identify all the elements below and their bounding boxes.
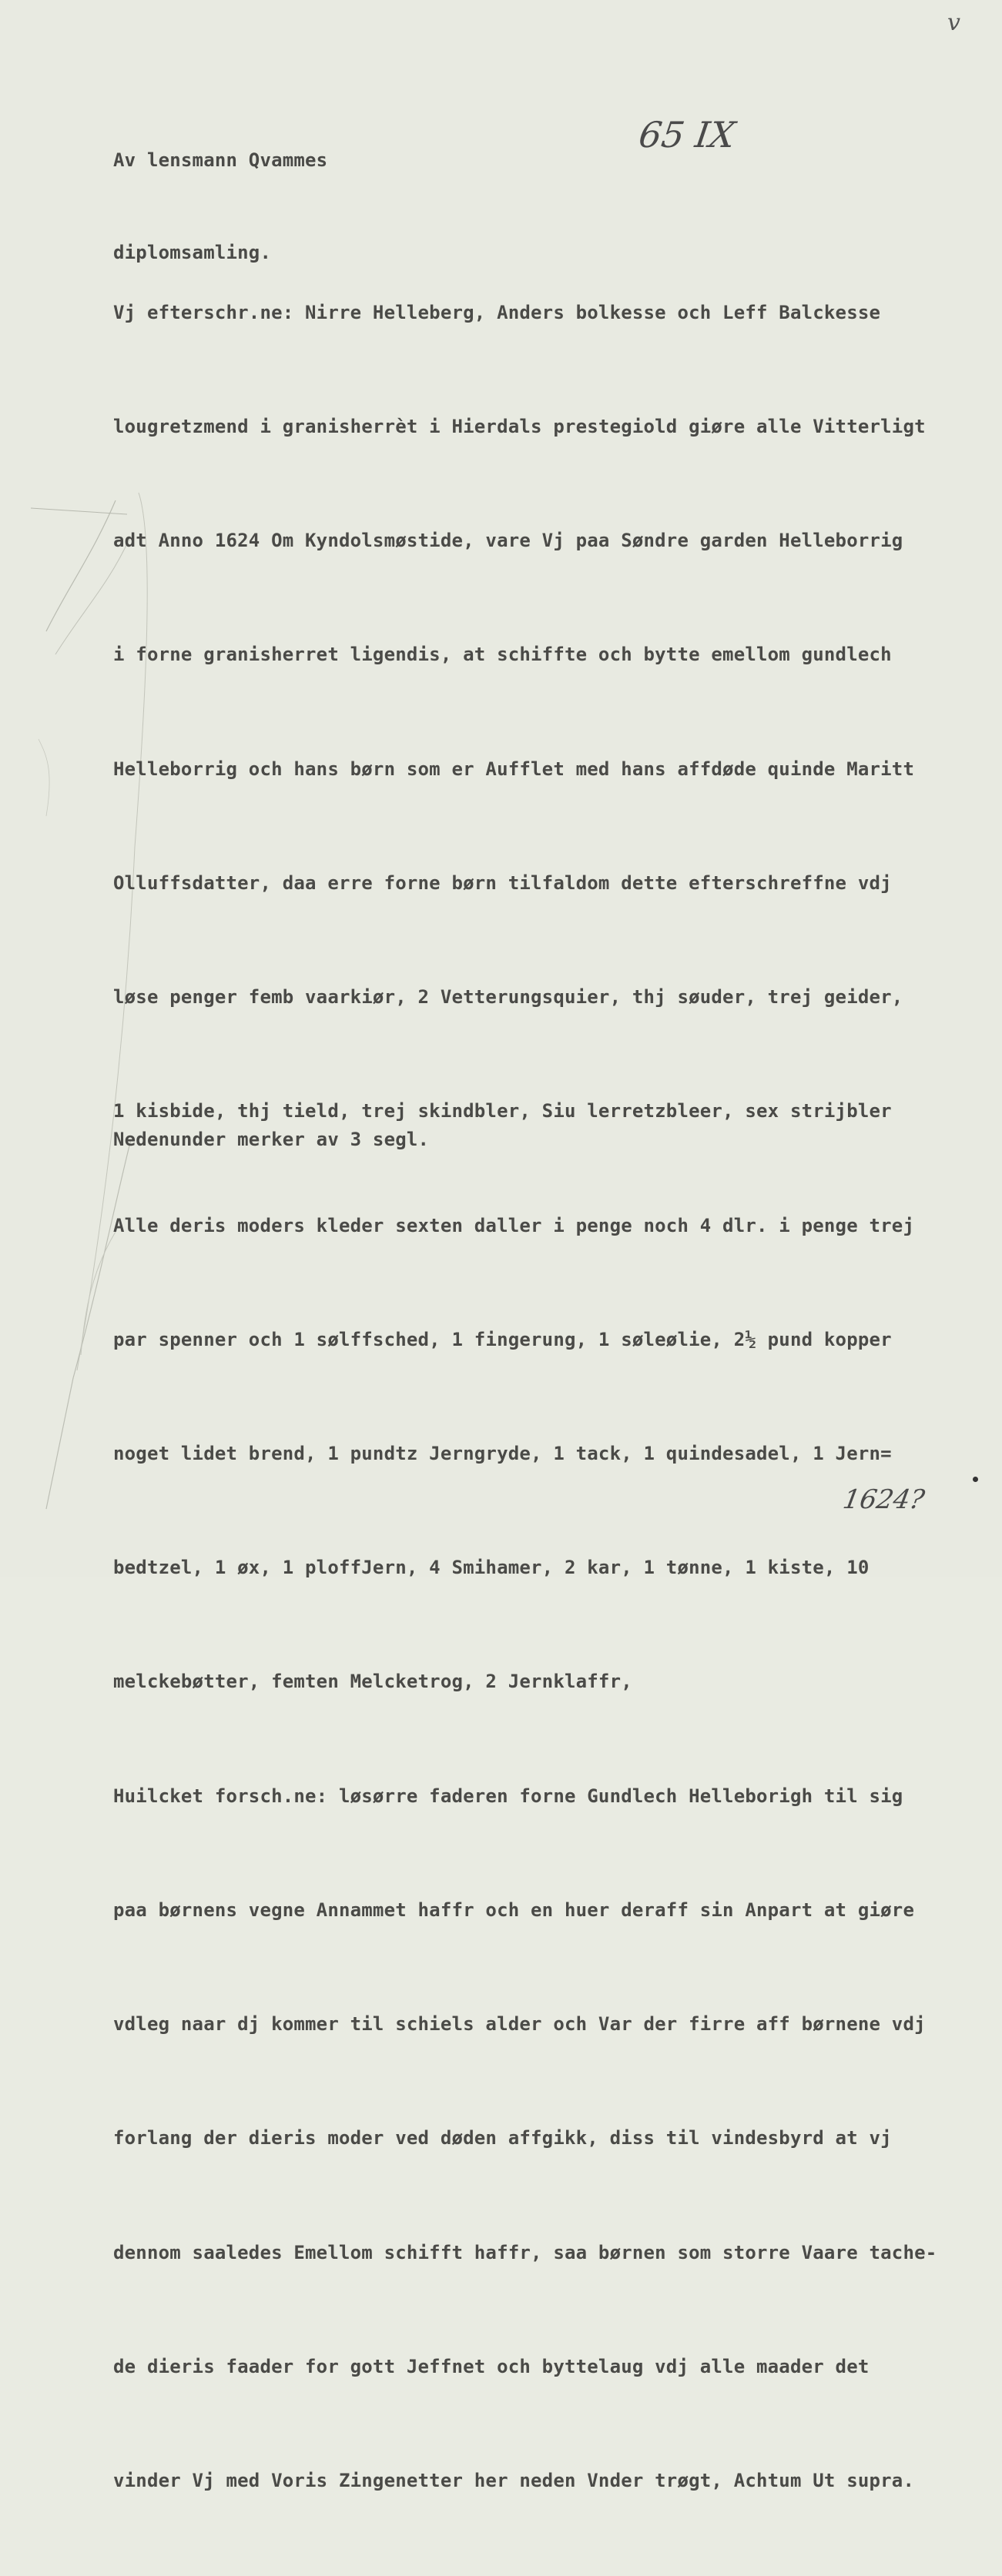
heading-line-2: diplomsamling. [113,242,272,263]
ink-dot [973,1477,978,1482]
body-line-12: bedtzel, 1 øx, 1 ploffJern, 4 Smihamer, 2 kar, 1 tønne, 1 kiste, 10 [113,1557,870,1579]
body-line-9: Alle deris moders kleder sexten daller i penge noch 4 dlr. i penge trej [113,1214,915,1236]
body-line-5: Helleborrig och hans børn som er Aufflet med hans affdøde quinde Maritt [113,758,915,780]
body-line-4: i forne granisherret ligendis, at schiffte och bytte emellom gundlech [113,644,892,666]
body-line-16: vdleg naar dj kommer til schiels alder och Var der firre aff børnene vdj [113,2013,926,2036]
body-line-3: adt Anno 1624 Om Kyndolsmøstide, vare Vj paa Søndre garden Helleborrig [113,530,903,552]
body-line-19: de dieris faader for gott Jeffnet och byttelaug vdj alle maader det [113,2355,870,2377]
archive-reference: 65 IX [636,114,738,156]
document-body [113,218,937,2576]
body-line-1: Vj efterschr.ne: Nirre Helleberg, Anders bolkesse och Leff Balckesse [113,301,881,323]
body-line-10: par spenner och 1 sølffsched, 1 fingerung, 1 søleølie, 2½ pund kopper [113,1328,892,1350]
body-line-14: Huilcket forsch.ne: løsørre faderen forne Gundlech Helleborigh til sig [113,1785,903,1807]
body-line-2: lougretzmend i granisherrèt i Hierdals prestegiold giøre alle Vitterligt [113,416,926,438]
body-line-6: Olluffsdatter, daa erre forne børn tilfaldom dette efterschreffne vdj [113,871,892,894]
body-line-20: vinder Vj med Voris Zingenetter her neden Vnder trøgt, Achtum Ut supra. [113,2469,915,2491]
handwritten-date: 1624? [840,1484,927,1515]
body-line-13: melckebøtter, femten Melcketrog, 2 Jernklaffr, [113,1671,632,1693]
body-line-17: forlang der dieris moder ved døden affgikk, diss til vindesbyrd at vj [113,2127,892,2149]
corner-check-mark: v [947,9,960,36]
body-line-11: noget lidet brend, 1 pundtz Jerngryde, 1 tack, 1 quindesadel, 1 Jern= [113,1443,892,1464]
seal-note: Nedenunder merker av 3 segl. [113,1129,430,1150]
body-line-7: løse penger femb vaarkiør, 2 Vetterungsquier, thj søuder, trej geider, [113,986,903,1009]
body-line-18: dennom saaledes Emellom schifft haffr, saa børnen som storre Vaare tache- [113,2241,937,2263]
body-line-8: 1 kisbide, thj tield, trej skindbler, Siu lerretzbleer, sex strijbler [113,1100,892,1122]
heading-line-1: Av lensmann Qvammes [113,149,328,171]
body-line-15: paa børnens vegne Annammet haffr och en huer deraff sin Anpart at giøre [113,1899,915,1921]
